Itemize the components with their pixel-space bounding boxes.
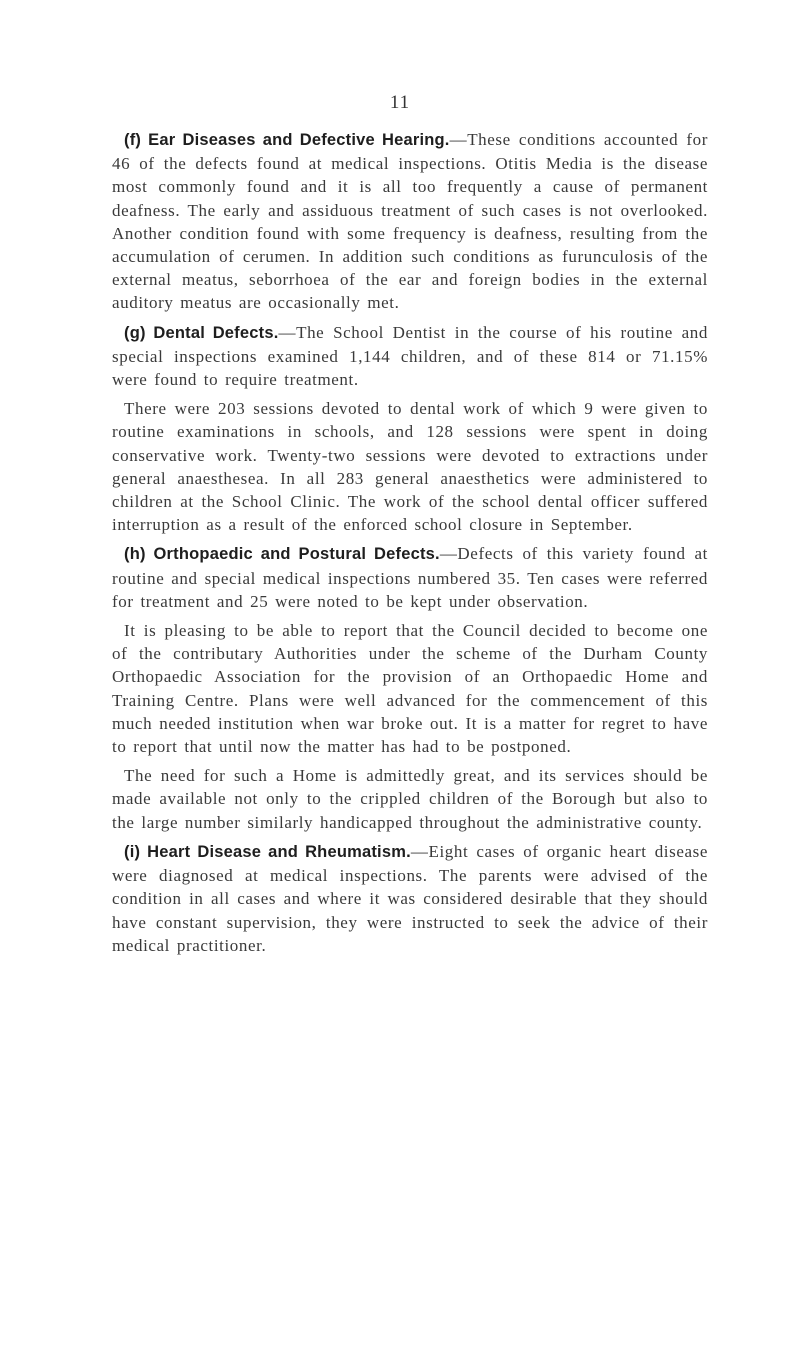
page-number: 11	[389, 92, 411, 113]
paragraph: It is pleasing to be able to report that the Council decided to become one of the contributary Authorities under the scheme of the Durham County Orthopaedic Association for the provision of an Orthopaedic Home and Training Centre. Plans were well advanced for the commencement of this much needed institution when war broke out. It is a matter for regret to have to report that until now the matter has had to be postponed.	[112, 621, 708, 757]
section-heading: (h) Orthopaedic and Postural Defects.	[124, 545, 440, 564]
section-heart-disease	[112, 840, 708, 957]
paragraph: There were 203 sessions devoted to dental work of which 9 were given to routine examinations in schools, and 128 sessions were spent in doing conservative work. Twenty-two sessions were devoted to extractions under general anaesthesea. In all 283 general anaesthetics were administered to children at the School Clinic. The work of the school dental officer suffered interruption as a result of the enforced school closure in September.	[112, 399, 708, 535]
paragraph: The need for such a Home is admittedly great, and its services should be made available not only to the crippled children of the Borough but also to the large number similarly handicapped throughout the administrative county.	[112, 766, 708, 832]
section-text: —The School Dentist in the course of his routine and special inspections examined 1,144 children, and of these 814 or 71.15% were found to require treatment.	[112, 322, 708, 390]
section-text: —These conditions accounted for 46 of the defects found at medical inspections. Otitis Media is the disease most commonly found and it is all too frequently a cause of permanent deafness. The early and assiduous treatment of such cases is not overlooked. Another condition found with some frequency is deafness, resulting from the accumulation of cerumen. In addition such conditions as furunculosis of the external meatus, seborrhoea of the ear and foreign bodies in the external auditory meatus are occasionally met.	[112, 130, 708, 313]
section-heading: (f) Ear Diseases and Defective Hearing.	[124, 131, 450, 149]
section-text: —Defects of this variety found at routine and special medical inspections numbered 35. Ten cases were referred for treatment and 25 were noted to be kept under observation.	[112, 544, 708, 611]
section-orthopaedic-defects	[112, 542, 708, 613]
section-heading: (g) Dental Defects.	[124, 323, 279, 342]
section-heading: (i) Heart Disease and Rheumatism.	[124, 842, 411, 861]
section-text: —Eight cases of organic heart disease were diagnosed at medical inspections. The parents were advised of the condition in all cases and where it was considered desirable that they should have constant supervision, they were instructed to seek the advice of their medical practitioner.	[112, 841, 708, 955]
section-ear-diseases	[112, 128, 708, 315]
section-dental-defects	[112, 321, 708, 392]
page-body	[112, 128, 708, 957]
